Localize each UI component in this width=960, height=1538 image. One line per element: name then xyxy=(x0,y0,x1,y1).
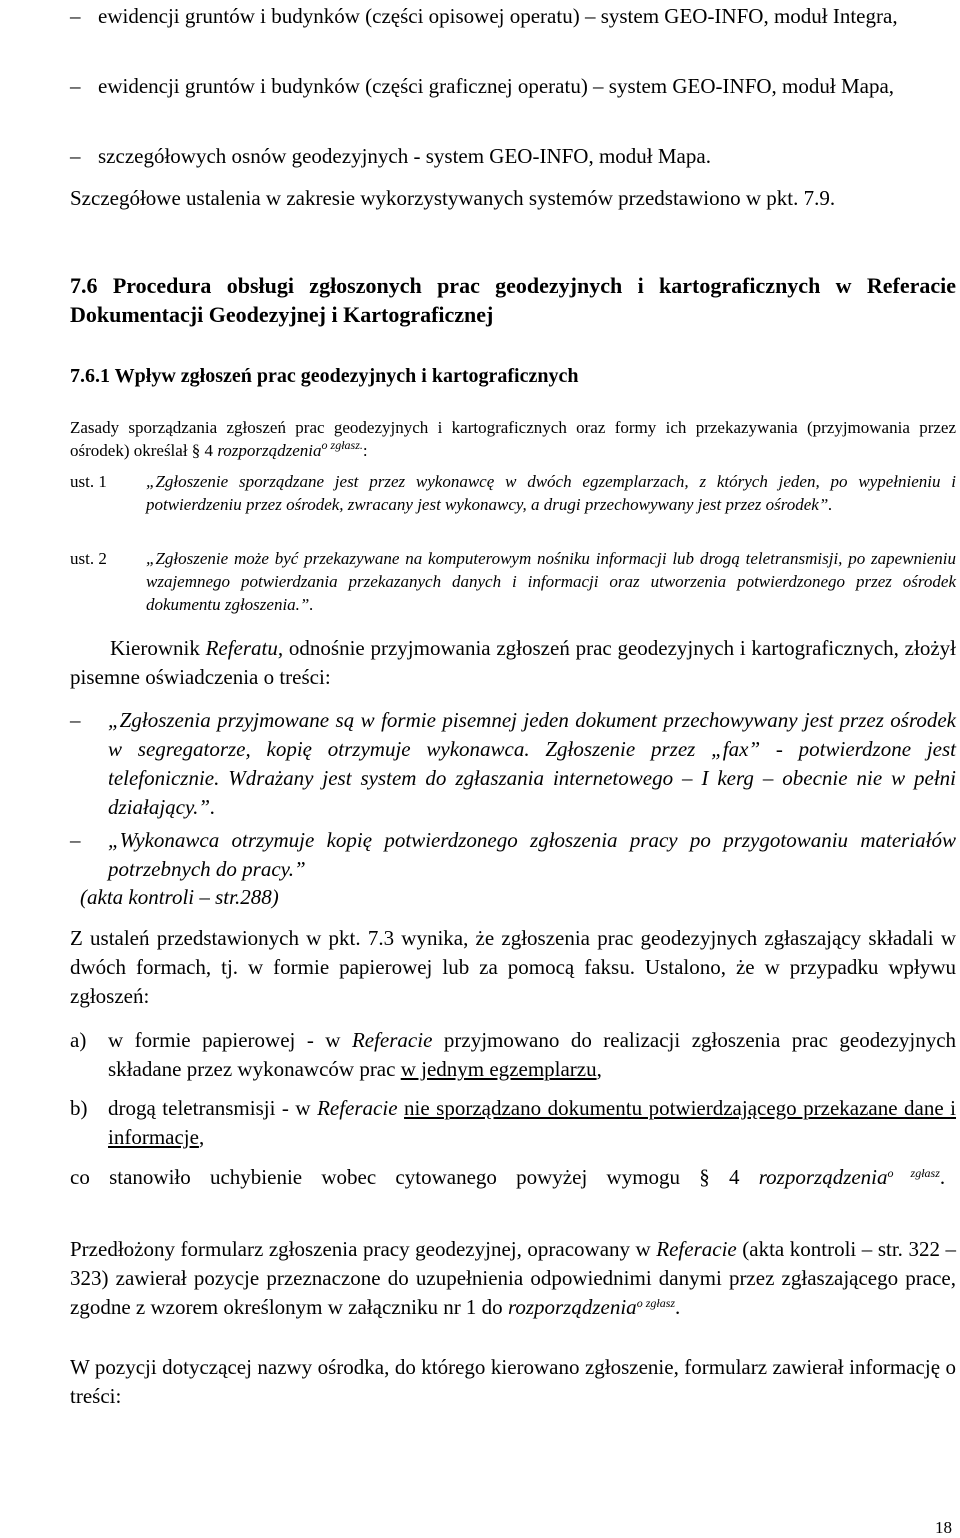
statement-item xyxy=(70,706,956,822)
finding-item xyxy=(70,1094,956,1152)
list-item-text: ewidencji gruntów i budynków (części graficznej operatu) – system GEO-INFO, moduł Mapa, xyxy=(98,74,895,98)
rules-intro-tail: : xyxy=(362,441,368,460)
ust-text: „Zgłoszenie sporządzane jest przez wykonawcę w dwóch egzemplarzach, z których jeden, po wypełnieniu i potwierdzeniu przez ośrodek, zwracany jest wykonawcy, a drugi przechowywany jest przez ośrodek”. xyxy=(146,472,956,514)
finding-label: a) xyxy=(70,1028,87,1052)
violation-text: co stanowiło uchybienie wobec cytowanego powyżej wymogu § 4 xyxy=(70,1165,759,1189)
violation-sup: o zgłasz xyxy=(887,1166,940,1180)
violation-tail: . xyxy=(939,1165,946,1189)
form-paragraph xyxy=(70,1235,956,1322)
ust-label: ust. 2 xyxy=(70,549,107,568)
form-mid: (akta kontroli – str. 322 – 323) zawierał pozycje przeznaczone do uzupełnienia odpowiednimi danymi przez zgłaszającego prace, zgodne z wzorem określonym w załączniku nr 1 do xyxy=(70,1237,956,1319)
ust-item xyxy=(70,470,956,516)
form-sup: o zgłasz xyxy=(636,1296,676,1310)
statement-text: „Zgłoszenia przyjmowane są w formie pisemnej jeden dokument przechowywany jest przez ośrodek w segregatorze, kopię otrzymuje wykonawca. Zgłoszenie przez „fax” - potwierdzone jest telefonicznie. Wdrażany jest system do zgłaszania internetowego – I kerg – obecnie nie w pełni działający.”. xyxy=(108,708,956,819)
finding-underlined: w jednym egzemplarzu xyxy=(400,1057,597,1081)
finding-label: b) xyxy=(70,1096,88,1120)
list-dash: – xyxy=(70,144,81,168)
statement-text: „Wykonawca otrzymuje kopię potwierdzonego zgłoszenia pracy po przygotowaniu materiałów potrzebnych do pracy.” xyxy=(108,828,956,881)
form-pre: Przedłożony formularz zgłoszenia pracy geodezyjnej, opracowany w xyxy=(70,1237,657,1261)
finding-pre: w formie papierowej - w xyxy=(108,1028,352,1052)
statement-dash: – xyxy=(70,708,81,732)
list-item xyxy=(70,2,950,31)
list-dash: – xyxy=(70,74,81,98)
subsection-heading: 7.6.1 Wpływ zgłoszeń prac geodezyjnych i kartograficznych xyxy=(70,365,579,387)
finding-mid: przyjmowano do realizacji zgłoszenia prac geodezyjnych składane przez wykonawców prac xyxy=(108,1028,957,1081)
manager-ref: Referatu, xyxy=(205,636,284,660)
page-number: 18 xyxy=(935,1518,952,1537)
findings-paragraph: Z ustaleń przedstawionych w pkt. 7.3 wynika, że zgłoszenia prac geodezyjnych zgłaszający składali w dwóch formach, tj. w formie papierowej lub za pomocą faksu. Ustalono, że w przypadku wpływu zgłoszeń: xyxy=(70,926,956,1008)
finding-text xyxy=(108,1026,956,1084)
finding-pre: drogą teletransmisji - w xyxy=(108,1096,318,1120)
manager-paragraph xyxy=(70,634,956,692)
ust-item xyxy=(70,547,956,616)
violation-paragraph xyxy=(70,1163,956,1192)
intro-paragraph: Szczegółowe ustalenia w zakresie wykorzystywanych systemów przedstawiono w pkt. 7.9. xyxy=(70,186,836,210)
manager-pre: Kierownik xyxy=(110,636,206,660)
finding-ref: Referacie xyxy=(317,1096,398,1120)
regulation-ref: rozporządzenia xyxy=(217,441,322,460)
manager-post: odnośnie przyjmowania zgłoszeń prac geodezyjnych i kartograficznych, złożył pisemne oświadczenia o treści: xyxy=(70,636,956,689)
finding-text xyxy=(108,1094,956,1152)
list-item xyxy=(70,142,950,171)
statement-dash: – xyxy=(70,828,81,852)
statement-item xyxy=(70,826,956,884)
list-item-text: ewidencji gruntów i budynków (części opisowej operatu) – system GEO-INFO, moduł Integra, xyxy=(98,4,898,28)
rules-intro-paragraph xyxy=(70,416,956,462)
list-item-text: szczegółowych osnów geodezyjnych - system GEO-INFO, moduł Mapa. xyxy=(98,144,711,168)
form-ref: Referacie xyxy=(656,1237,737,1261)
ust-text: „Zgłoszenie może być przekazywane na komputerowym nośniku informacji lub drogą teletransmisji, po zapewnieniu wzajemnego potwierdzania przekazanych danych i informacji oraz utworzenia potwierdzonego przez ośrodek dokumentu zgłoszenia.”. xyxy=(146,549,956,614)
violation-ref: rozporządzenia xyxy=(758,1165,888,1189)
finding-item xyxy=(70,1026,956,1084)
ust-label: ust. 1 xyxy=(70,472,107,491)
form-tail: . xyxy=(675,1295,681,1319)
last-paragraph: W pozycji dotyczącej nazwy ośrodka, do którego kierowano zgłoszenie, formularz zawierał informację o treści: xyxy=(70,1355,956,1408)
section-heading: 7.6 Procedura obsługi zgłoszonych prac geodezyjnych i kartograficznych w Referacie Dokumentacji Geodezyjnej i Kartograficznej xyxy=(70,273,956,327)
finding-ref: Referacie xyxy=(351,1028,433,1052)
regulation-sup: o zgłasz. xyxy=(321,438,363,452)
finding-underlined: nie sporządzano dokumentu potwierdzającego przekazane dane i informacje xyxy=(108,1096,957,1149)
rules-intro-text: Zasady sporządzania zgłoszeń prac geodezyjnych i kartograficznych oraz formy ich przekazywania (przyjmowania przez ośrodek) określał § 4 xyxy=(70,418,956,460)
form-ref-2: rozporządzenia xyxy=(507,1295,637,1319)
finding-post: , xyxy=(198,1125,205,1149)
list-item xyxy=(70,72,950,101)
list-dash: – xyxy=(70,4,81,28)
audit-reference: (akta kontroli – str.288) xyxy=(80,885,279,909)
finding-post: , xyxy=(596,1057,602,1081)
